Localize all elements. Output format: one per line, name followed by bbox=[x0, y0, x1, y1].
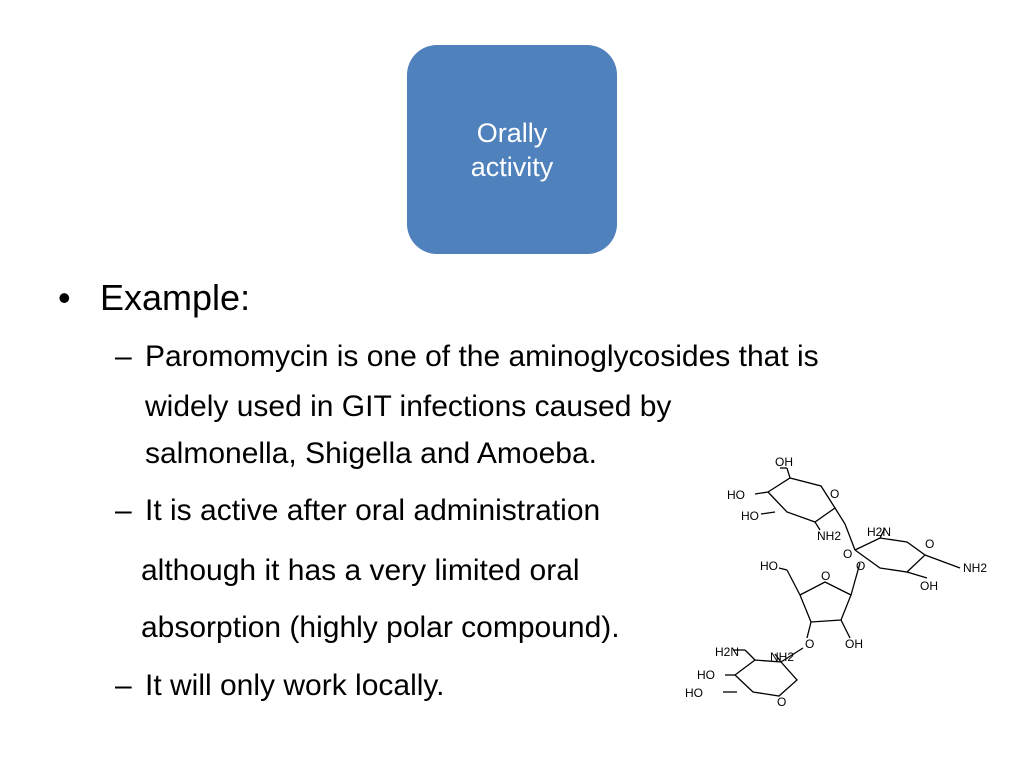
sub-text: It is active after oral administration bbox=[145, 494, 601, 527]
sub-bullet-2-line-2: although it has a very limited oral bbox=[141, 554, 580, 587]
atom-label: O bbox=[821, 569, 831, 583]
atom-label: H2N bbox=[867, 525, 892, 539]
atom-label: O bbox=[843, 547, 853, 561]
atom-label: O bbox=[925, 537, 935, 551]
atom-label: NH2 bbox=[963, 561, 988, 575]
atom-label: OH bbox=[775, 455, 793, 469]
dash-icon: – bbox=[115, 494, 132, 527]
atom-label: O bbox=[805, 637, 815, 651]
atom-label: HO bbox=[727, 488, 745, 502]
orally-activity-box bbox=[407, 45, 617, 254]
paromomycin-structure-icon bbox=[675, 450, 1005, 715]
atom-label: OH bbox=[920, 579, 938, 593]
sub-bullet-2-line-1 bbox=[115, 490, 600, 532]
molecule-labels bbox=[685, 455, 987, 709]
sub-text: Paromomycin is one of the aminoglycosides that is bbox=[145, 340, 819, 373]
atom-label: H2N bbox=[715, 645, 740, 659]
sub-bullet-1-line-3: salmonella, Shigella and Amoeba. bbox=[145, 437, 597, 470]
atom-label: OH bbox=[845, 637, 863, 651]
atom-label: O bbox=[830, 487, 840, 501]
atom-label: NH2 bbox=[817, 529, 842, 543]
atom-label: O bbox=[856, 559, 866, 573]
atom-label: HO bbox=[760, 559, 778, 573]
box-line-2: activity bbox=[470, 151, 554, 182]
sub-bullet-1-line-2: widely used in GIT infections caused by bbox=[145, 390, 672, 423]
box-line-1: Orally bbox=[476, 117, 548, 148]
bullet-dot-icon: • bbox=[58, 277, 71, 318]
example-label: Example: bbox=[100, 277, 251, 318]
sub-bullet-3-line-1 bbox=[115, 665, 445, 707]
atom-label: HO bbox=[685, 686, 703, 700]
sub-bullet-1-line-1 bbox=[115, 336, 819, 378]
dash-icon: – bbox=[115, 669, 132, 702]
atom-label: HO bbox=[741, 509, 759, 523]
sub-bullet-2-line-3: absorption (highly polar compound). bbox=[141, 611, 620, 644]
atom-label: NH2 bbox=[770, 650, 795, 664]
dash-icon: – bbox=[115, 340, 132, 373]
atom-label: HO bbox=[697, 668, 715, 682]
sub-text: It will only work locally. bbox=[145, 669, 445, 702]
atom-label: O bbox=[777, 695, 787, 709]
